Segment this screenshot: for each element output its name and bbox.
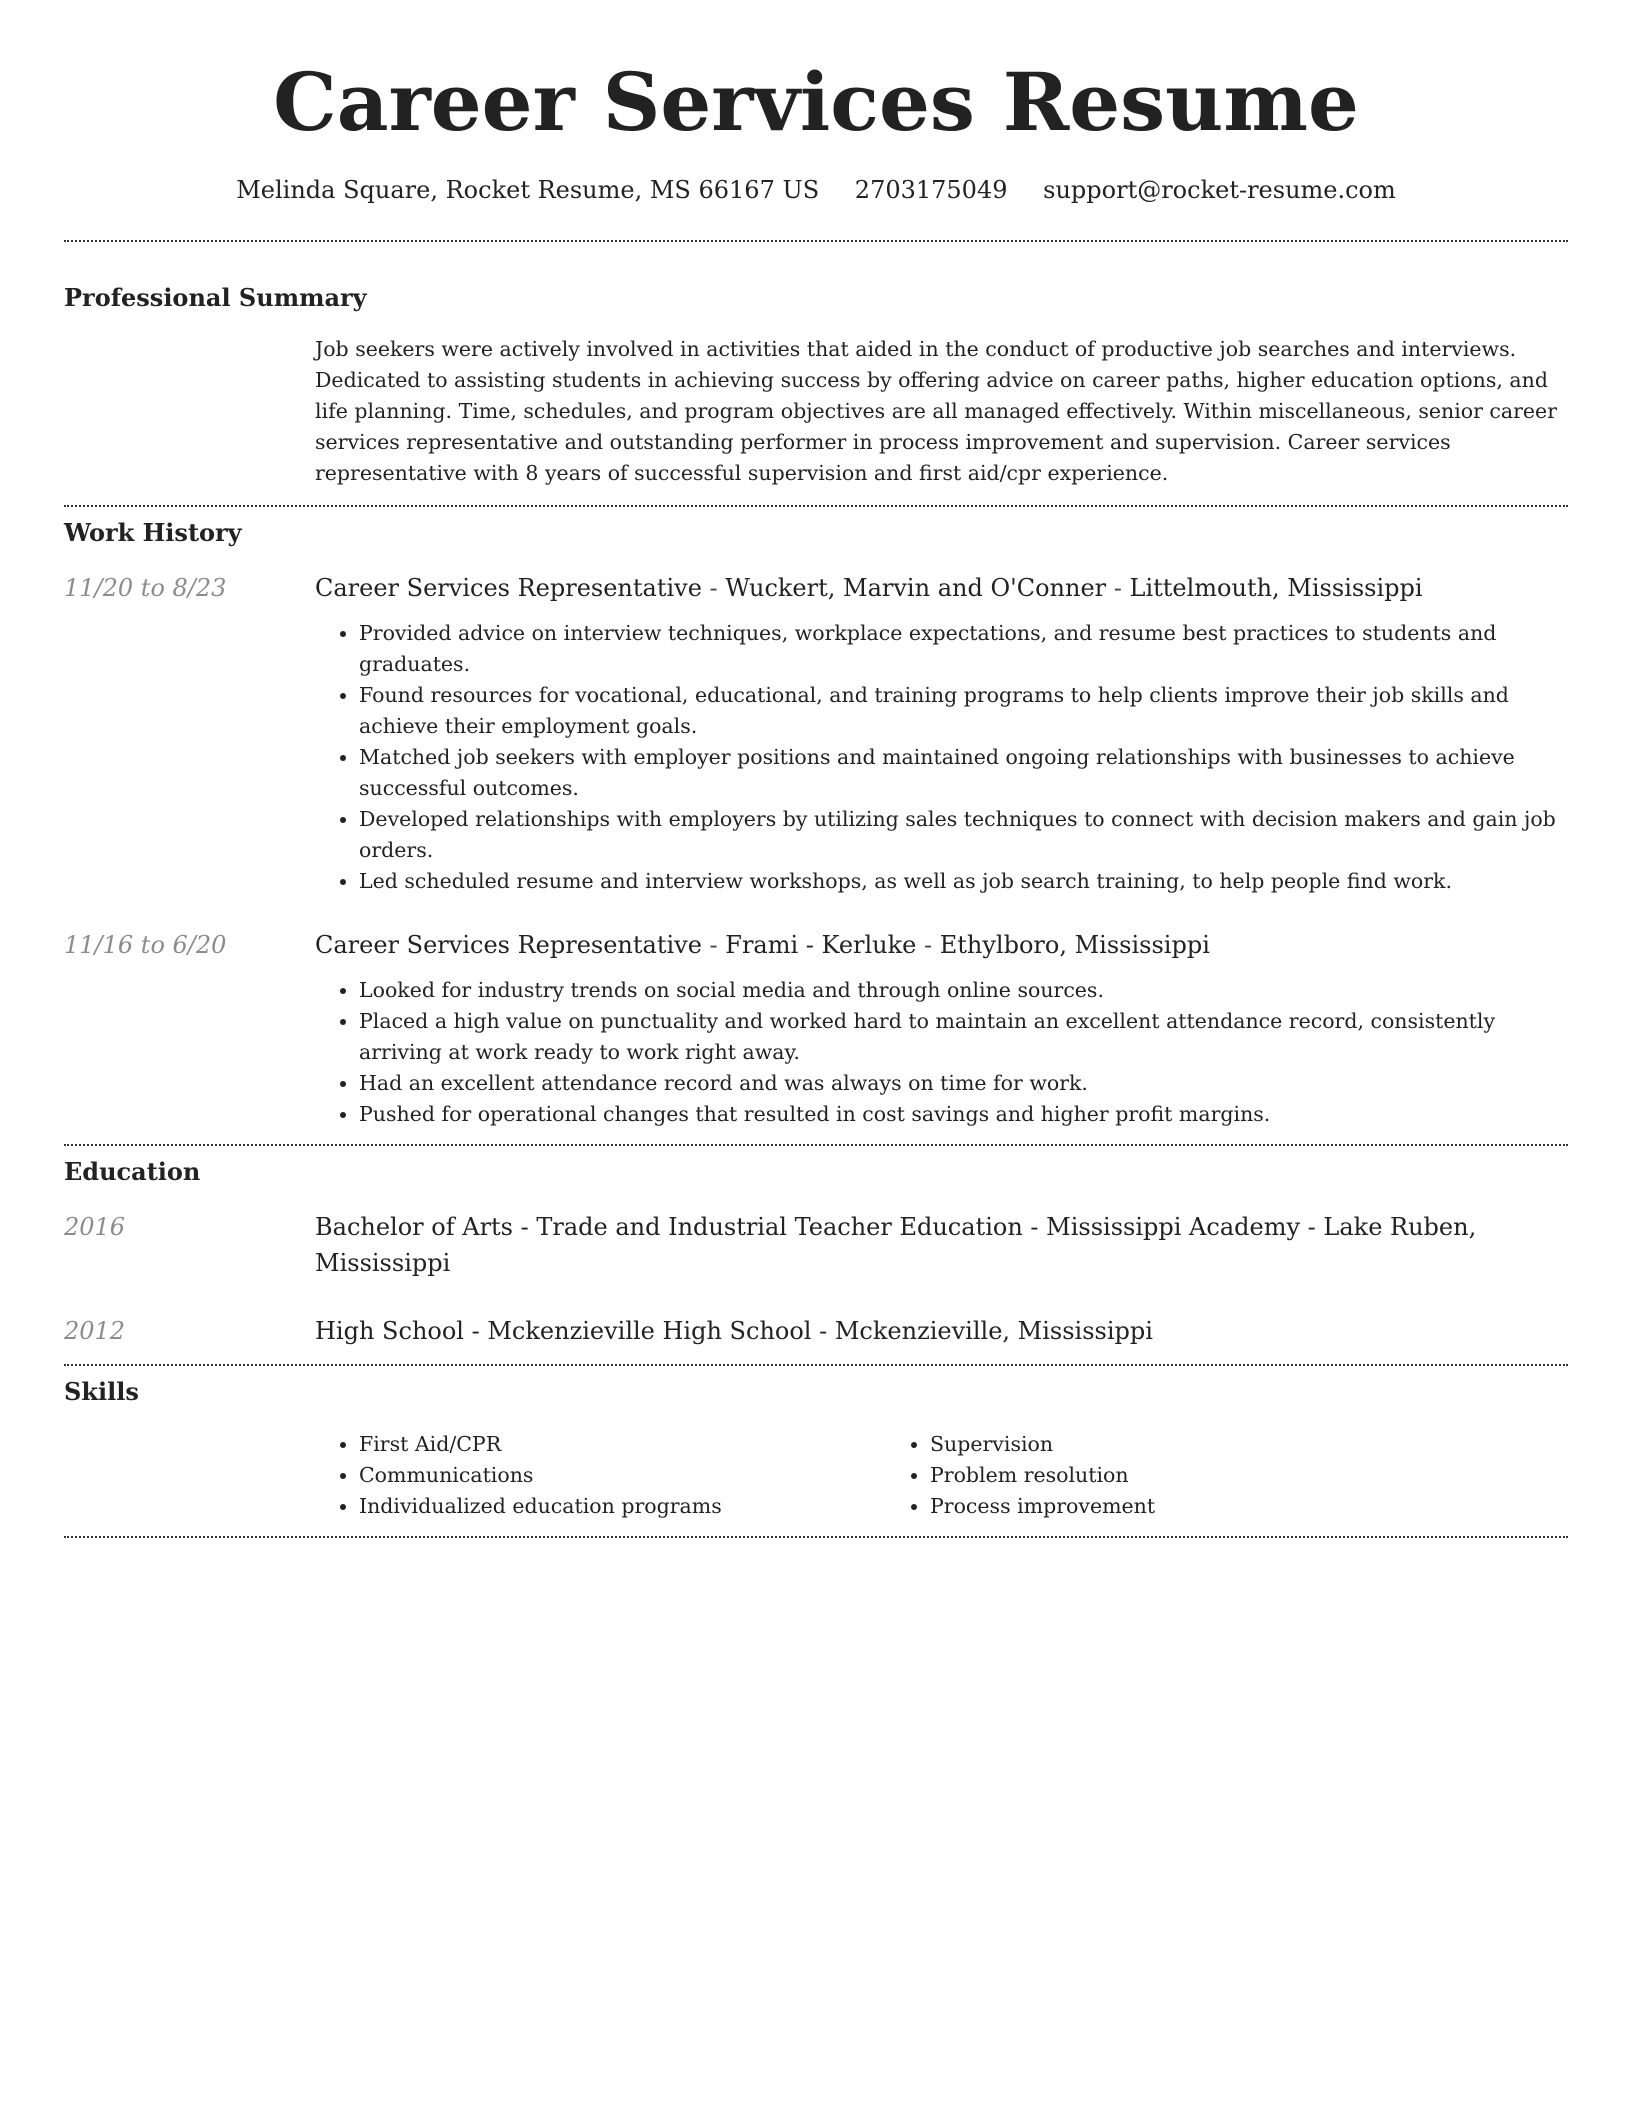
education-degree: Bachelor of Arts bbox=[315, 1213, 513, 1241]
skills-column bbox=[315, 1429, 886, 1522]
job-location: Ethylboro, Mississippi bbox=[939, 931, 1210, 959]
skills-list bbox=[315, 1429, 1568, 1522]
education-school: Mississippi Academy bbox=[1046, 1213, 1301, 1241]
section-divider bbox=[64, 1536, 1568, 1538]
job-bullet: • Found resources for vocational, educational, and training programs to help clients improve their job skills and achieve their employment goals. bbox=[359, 680, 1568, 742]
skill-item: • Problem resolution bbox=[930, 1460, 1457, 1491]
education-year: 2012 bbox=[64, 1317, 126, 1345]
job-bullet: • Had an excellent attendance record and was always on time for work. bbox=[359, 1068, 1568, 1099]
skill-item: • Communications bbox=[359, 1460, 886, 1491]
contact-address: Melinda Square, Rocket Resume, MS 66167 US bbox=[236, 176, 820, 204]
skill-item: • Individualized education programs bbox=[359, 1491, 886, 1522]
resume-title: Career Services Resume bbox=[273, 55, 1359, 149]
job-bullet: • Looked for industry trends on social media and through online sources. bbox=[359, 975, 1568, 1006]
job-bullet: • Developed relationships with employers by utilizing sales techniques to connect with decision makers and gain job orders. bbox=[359, 804, 1568, 866]
education-field: Trade and Industrial Teacher Education bbox=[536, 1213, 1023, 1241]
education-heading: Education bbox=[64, 1157, 201, 1186]
education-title: High School - Mckenzieville High School - Mckenzieville, Mississippi bbox=[315, 1317, 1153, 1345]
job-bullet: • Placed a high value on punctuality and worked hard to maintain an excellent attendance record, consistently arriving at work ready to work right away. bbox=[359, 1006, 1568, 1068]
contact-email: support@rocket-resume.com bbox=[1043, 176, 1396, 204]
work-history-heading: Work History bbox=[64, 518, 242, 547]
job-position: Career Services Representative bbox=[315, 574, 702, 602]
education-location: Mckenzieville, Mississippi bbox=[834, 1317, 1153, 1345]
job-bullet: • Pushed for operational changes that resulted in cost savings and higher profit margins. bbox=[359, 1099, 1568, 1130]
summary-section bbox=[64, 242, 1568, 489]
contact-phone: 2703175049 bbox=[854, 176, 1008, 204]
summary-heading: Professional Summary bbox=[64, 283, 367, 312]
job-entry bbox=[64, 570, 1568, 897]
job-location: Littelmouth, Mississippi bbox=[1129, 574, 1423, 602]
education-title: Bachelor of Arts - Trade and Industrial Teacher Education - Mississippi Academy - Lake Ruben, Mississippi bbox=[315, 1213, 1477, 1277]
education-entry bbox=[64, 1313, 1568, 1349]
skill-item: • First Aid/CPR bbox=[359, 1429, 886, 1460]
contact-line bbox=[64, 174, 1568, 206]
skills-column bbox=[886, 1429, 1457, 1522]
job-bullet: • Led scheduled resume and interview workshops, as well as job search training, to help people find work. bbox=[359, 866, 1568, 897]
education-section bbox=[64, 1146, 1568, 1349]
job-bullets bbox=[315, 618, 1568, 897]
job-entry bbox=[64, 927, 1568, 1130]
summary-text: Job seekers were actively involved in activities that aided in the conduct of productive job searches and interviews. Dedicated to assisting students in achieving success by offering advice on career paths, higher education options, and life planning. Time, schedules, and program objectives are all managed effectively. Within miscellaneous, senior career services representative and outstanding performer in process improvement and supervision. Career services representative with 8 years of successful supervision and first aid/cpr experience. bbox=[315, 337, 1557, 485]
skill-item: • Supervision bbox=[930, 1429, 1457, 1460]
education-entry bbox=[64, 1209, 1568, 1281]
job-dates: 11/20 to 8/23 bbox=[64, 574, 227, 602]
education-location: Lake Ruben, Mississippi bbox=[315, 1213, 1477, 1277]
skills-section bbox=[64, 1366, 1568, 1522]
education-year: 2016 bbox=[64, 1213, 126, 1241]
job-title: Career Services Representative - Frami - Kerluke - Ethylboro, Mississippi bbox=[315, 931, 1210, 959]
job-dates: 11/16 to 6/20 bbox=[64, 931, 227, 959]
skills-heading: Skills bbox=[64, 1377, 139, 1406]
job-company: Frami - Kerluke bbox=[725, 931, 917, 959]
job-company: Wuckert, Marvin and O'Conner bbox=[725, 574, 1107, 602]
work-history-section bbox=[64, 507, 1568, 1130]
job-bullet: • Provided advice on interview techniques, workplace expectations, and resume best practices to students and graduates. bbox=[359, 618, 1568, 680]
education-degree: High School bbox=[315, 1317, 464, 1345]
job-position: Career Services Representative bbox=[315, 931, 702, 959]
education-school: Mckenzieville High School bbox=[487, 1317, 812, 1345]
job-title: Career Services Representative - Wuckert, Marvin and O'Conner - Littelmouth, Mississippi bbox=[315, 574, 1423, 602]
job-bullets bbox=[315, 975, 1568, 1130]
skill-item: • Process improvement bbox=[930, 1491, 1457, 1522]
job-bullet: • Matched job seekers with employer positions and maintained ongoing relationships with businesses to achieve successful outcomes. bbox=[359, 742, 1568, 804]
